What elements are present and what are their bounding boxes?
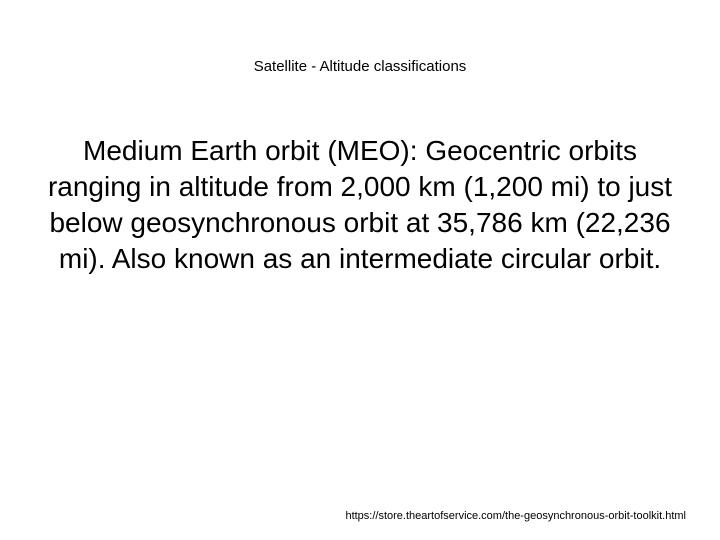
source-url: https://store.theartofservice.com/the-geosynchronous-orbit-toolkit.html: [345, 510, 686, 522]
slide-body-text: Medium Earth orbit (MEO): Geocentric orbits ranging in altitude from 2,000 km (1,200 mi) to just below geosynchronous orbit at 35,786 km (22,236 mi). Also known as an intermediate circular orbit.: [47, 135, 673, 274]
slide-title: Satellite - Altitude classifications: [253, 58, 467, 75]
